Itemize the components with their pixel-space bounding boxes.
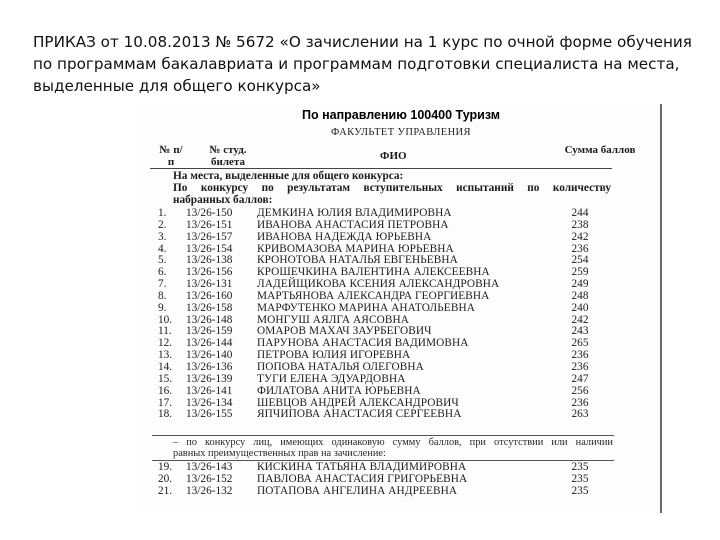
enrollee-list	[140, 208, 662, 421]
row-number: 9.	[158, 301, 167, 314]
row-number: 16.	[158, 384, 173, 397]
row-number: 10.	[158, 313, 173, 326]
row-number: 8.	[158, 289, 167, 302]
student-name: ПОПОВА НАТАЛЬЯ ОЛЕГОВНА	[257, 360, 424, 373]
score-value: 240	[571, 301, 589, 314]
row-number: 4.	[158, 242, 167, 255]
student-id: 13/26-154	[186, 242, 233, 255]
student-name: ИВАНОВА АНАСТАСИЯ ПЕТРОВНА	[257, 218, 449, 231]
student-name: ПАРУНОВА АНАСТАСИЯ ВАДИМОВНА	[257, 337, 469, 350]
student-id: 13/26-148	[186, 313, 233, 326]
student-name: ДЕМКИНА ЮЛИЯ ВЛАДИМИРОВНА	[257, 207, 452, 219]
section-title: На места, выделенные для общего конкурса:	[173, 170, 404, 182]
score-value: 259	[571, 266, 589, 279]
score-value: 235	[571, 461, 589, 473]
student-name: ЯПЧИПОВА АНАСТАСИЯ СЕРГЕЕВНА	[257, 408, 462, 421]
student-id: 13/26-151	[186, 218, 233, 231]
row-number: 15.	[158, 372, 173, 385]
faculty-name: ФАКУЛЬТЕТ УПРАВЛЕНИЯ	[331, 127, 471, 138]
student-id: 13/26-139	[186, 372, 233, 385]
student-name: КРИВОМАЗОВА МАРИНА ЮРЬЕВНА	[257, 242, 454, 255]
score-value: 244	[571, 207, 589, 219]
student-name: МОНГУШ АЯЛГА АЯСОВНА	[257, 313, 409, 326]
row-number: 2.	[158, 218, 167, 231]
score-value: 249	[571, 278, 589, 291]
table-row	[140, 220, 662, 232]
student-id: 13/26-152	[186, 472, 233, 485]
student-id: 13/26-140	[186, 349, 233, 362]
student-id: 13/26-159	[186, 325, 233, 338]
student-id: 13/26-141	[186, 384, 233, 397]
student-name: ТУГИ ЕЛЕНА ЭДУАРДОВНА	[257, 372, 406, 385]
score-value: 238	[571, 218, 589, 231]
document-heading: По направлению 100400 Туризм	[302, 108, 500, 122]
row-number: 21.	[158, 484, 173, 497]
student-name: ШЕВЦОВ АНДРЕЙ АЛЕКСАНДРОВИЧ	[257, 396, 459, 409]
score-value: 236	[571, 360, 589, 373]
student-id: 13/26-136	[186, 360, 233, 373]
note-text-cont: равных преимущественных прав на зачисление:	[173, 448, 386, 459]
student-id: 13/26-134	[186, 396, 233, 409]
row-number: 13.	[158, 349, 173, 362]
student-id: 13/26-157	[186, 230, 233, 243]
note-divider	[152, 435, 614, 436]
table-row	[140, 303, 662, 315]
slide-title: ПРИКАЗ от 10.08.2013 № 5672 «О зачислении на 1 курс по очной форме обучения по программам бакалавриата и программам подготовки специалиста на места, выделенные для общего конкурса»	[33, 33, 692, 95]
column-header-student-id: № студ. билета	[209, 144, 247, 168]
student-name: КРОШЕЧКИНА ВАЛЕНТИНА АЛЕКСЕЕВНА	[257, 266, 490, 279]
row-number: 5.	[158, 254, 167, 267]
note-text: – по конкурсу лиц, имеющих одинаковую сумму баллов, при отсутствии или наличии	[173, 437, 613, 448]
student-id: 13/26-143	[186, 461, 233, 473]
section-subtitle: По конкурсу по результатам вступительных испытаний по количеству	[173, 182, 611, 194]
student-id: 13/26-150	[186, 207, 233, 219]
student-id: 13/26-144	[186, 337, 233, 350]
score-value: 235	[571, 472, 589, 485]
row-number: 3.	[158, 230, 167, 243]
row-number: 18.	[158, 408, 173, 421]
section-subtitle-cont: набранных баллов:	[173, 194, 273, 206]
row-number: 17.	[158, 396, 173, 409]
table-row	[140, 386, 662, 398]
score-value: 236	[571, 396, 589, 409]
student-id: 13/26-156	[186, 266, 233, 279]
score-value: 236	[571, 349, 589, 362]
student-id: 13/26-158	[186, 301, 233, 314]
row-number: 14.	[158, 360, 173, 373]
table-row	[140, 486, 662, 498]
table-row	[140, 474, 662, 486]
enrollee-list-equal-scores	[140, 462, 662, 498]
row-number: 20.	[158, 472, 173, 485]
score-value: 242	[571, 230, 589, 243]
score-value: 243	[571, 325, 589, 338]
student-name: ИВАНОВА НАДЕЖДА ЮРЬЕВНА	[257, 230, 432, 243]
row-number: 7.	[158, 278, 167, 291]
column-header-score: Сумма баллов	[564, 144, 636, 156]
column-header-fio: ФИО	[380, 150, 407, 162]
score-value: 263	[571, 408, 589, 421]
row-number: 1.	[158, 207, 167, 219]
student-name: ФИЛАТОВА АНИТА ЮРЬЕВНА	[257, 384, 421, 397]
student-id: 13/26-131	[186, 278, 233, 291]
student-id: 13/26-160	[186, 289, 233, 302]
score-value: 236	[571, 242, 589, 255]
score-value: 247	[571, 372, 589, 385]
student-id: 13/26-132	[186, 484, 233, 497]
student-name: ПОТАПОВА АНГЕЛИНА АНДРЕЕВНА	[257, 484, 458, 497]
score-value: 265	[571, 337, 589, 350]
header-divider	[150, 168, 612, 169]
student-name: ПЕТРОВА ЮЛИЯ ИГОРЕВНА	[257, 349, 411, 362]
score-value: 242	[571, 313, 589, 326]
table-row	[140, 232, 662, 244]
row-number: 19.	[158, 461, 173, 473]
score-value: 254	[571, 254, 589, 267]
row-number: 11.	[158, 325, 172, 338]
scanned-document	[140, 104, 662, 513]
student-name: КИСКИНА ТАТЬЯНА ВЛАДИМИРОВНА	[257, 461, 467, 473]
student-name: КРОНОТОВА НАТАЛЬЯ ЕВГЕНЬЕВНА	[257, 254, 458, 267]
student-name: ЛАДЕЙЩИКОВА КСЕНИЯ АЛЕКСАНДРОВНА	[257, 278, 500, 291]
score-value: 256	[571, 384, 589, 397]
student-id: 13/26-155	[186, 408, 233, 421]
student-name: ПАВЛОВА АНАСТАСИЯ ГРИГОРЬЕВНА	[257, 472, 468, 485]
row-number: 6.	[158, 266, 167, 279]
student-name: ОМАРОВ МАХАЧ ЗАУРБЕГОВИЧ	[257, 325, 432, 338]
score-value: 235	[571, 484, 589, 497]
table-row	[140, 409, 662, 421]
student-name: МАРТЬЯНОВА АЛЕКСАНДРА ГЕОРГИЕВНА	[257, 289, 490, 302]
student-id: 13/26-138	[186, 254, 233, 267]
student-name: МАРФУТЕНКО МАРИНА АНАТОЛЬЕВНА	[257, 301, 475, 314]
score-value: 248	[571, 289, 589, 302]
table-row	[140, 374, 662, 386]
row-number: 12.	[158, 337, 173, 350]
table-row	[140, 291, 662, 303]
column-header-number: № п/п	[159, 144, 183, 168]
